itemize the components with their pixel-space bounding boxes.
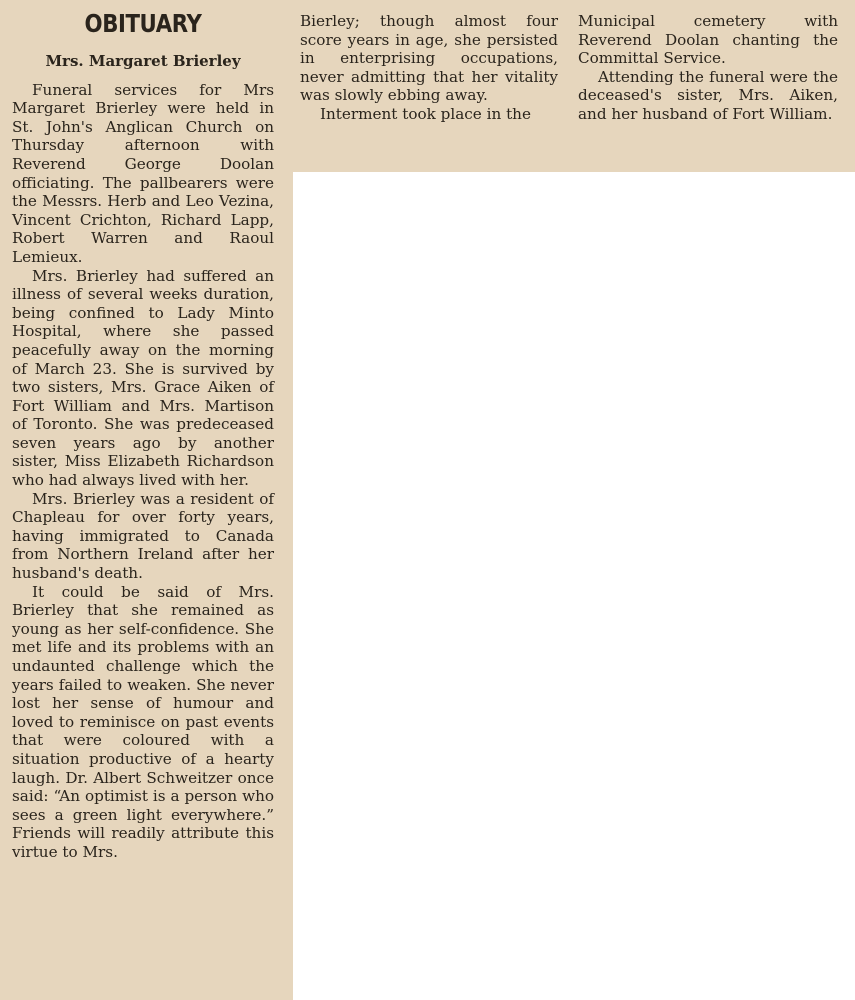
headline: OBITUARY bbox=[84, 9, 202, 38]
paragraph: Mrs. Brierley was a resident of Chapleau for over forty years, having immigrated to Canada from Northern Ireland after her husband's death. bbox=[12, 489, 274, 583]
paragraph: Interment took place in the bbox=[320, 104, 531, 123]
byline: Mrs. Margaret Brierley bbox=[45, 52, 241, 70]
article-column-3 bbox=[578, 12, 838, 124]
paragraph: Funeral services for Mrs Margaret Brierley were held in St. John's Anglican Church on Thursday afternoon with Reverend George Doolan officiating. The pallbearers were the Messrs. Herb and Leo Vezina, Vincent Crichton, Richard Lapp, Robert Warren and Raoul Lemieux. bbox=[12, 80, 274, 266]
article-column-2 bbox=[300, 12, 558, 124]
paragraph: Attending the funeral were the deceased's sister, Mrs. Aiken, and her husband of Fort William. bbox=[578, 67, 838, 123]
article-column-1 bbox=[12, 8, 274, 862]
paragraph: Mrs. Brierley had suffered an illness of several weeks duration, being confined to Lady Minto Hospital, where she passed peacefully away on the morning of March 23. She is survived by two sisters, Mrs. Grace Aiken of Fort William and Mrs. Martison of Toronto. She was predeceased seven years ago by another sister, Miss Elizabeth Richardson who had always lived with her. bbox=[12, 266, 274, 490]
paragraph: Municipal cemetery with Reverend Doolan chanting the Committal Service. bbox=[578, 12, 838, 68]
paragraph: It could be said of Mrs. Brierley that she remained as young as her self-confidence. She met life and its problems with an undaunted challenge which the years failed to weaken. She never lost her sense of humour and loved to reminisce on past events that were coloured with a situation productive of a hearty laugh. Dr. Albert Schweitzer once said: “An optimist is a person who sees a green light everywhere.” Friends will readily attribute this virtue to Mrs. bbox=[12, 582, 274, 861]
paragraph: Bierley; though almost four score years in age, she persisted in enterprising occupations, never admitting that her vitality was slowly ebbing away. bbox=[300, 12, 558, 105]
